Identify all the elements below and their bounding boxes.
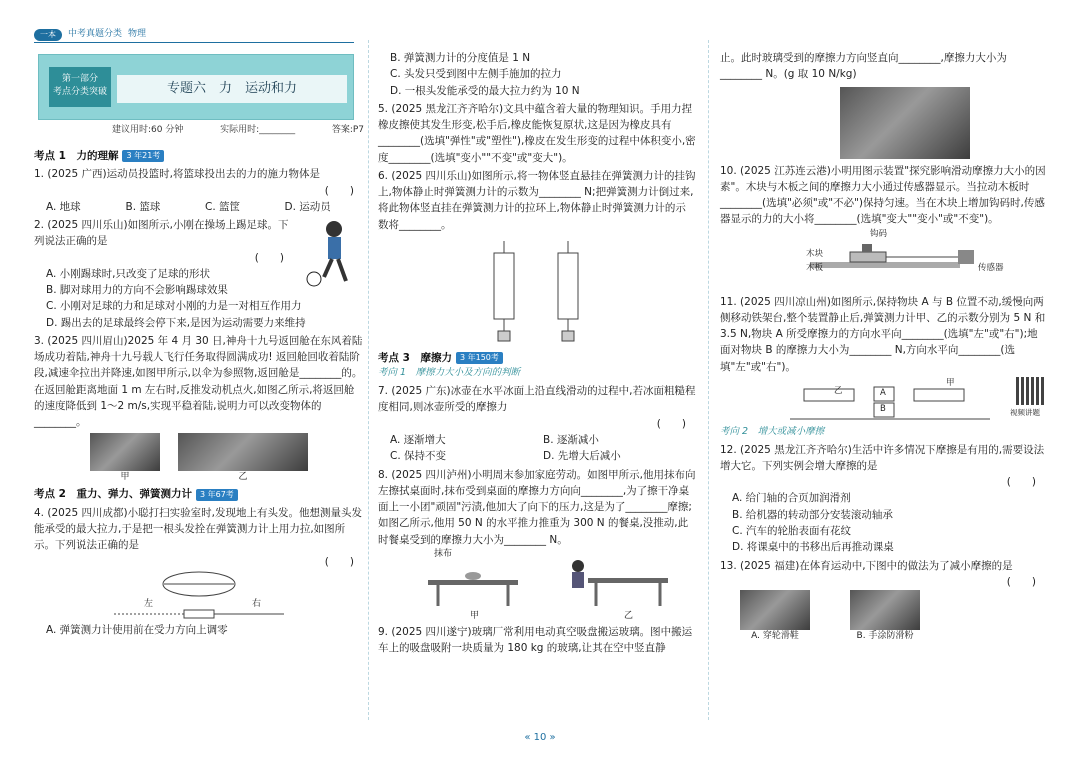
- hair-test-figure: [34, 570, 364, 622]
- frequency-tag: 3 年21考: [122, 150, 164, 162]
- column-divider: [708, 40, 709, 720]
- figure-caption: A. 穿轮滑鞋: [751, 631, 799, 642]
- roller-skate-photo: [740, 590, 810, 630]
- question-1: 1. (2025 广西)运动员投篮时,将篮球投出去的力的施力物体是: [34, 168, 320, 181]
- column-middle: [378, 50, 696, 656]
- answer-blank: ( ): [254, 251, 284, 264]
- question-9: 9. (2025 四川遂宁)玻璃厂常利用电动真空吸盘搬运玻璃。图中搬运车上的吸盘吸附一块质量为 180 kg 的玻璃,让其在空中竖直静: [378, 625, 693, 655]
- scale-label: 乙: [834, 385, 843, 396]
- soccer-player-figure: [302, 219, 358, 293]
- sensor-label: 传感器: [978, 262, 1004, 273]
- brand-logo: 一本: [34, 29, 62, 41]
- figure-caption: 甲: [120, 471, 130, 482]
- question-5: 5. (2025 黑龙江齐齐哈尔)文具中蕴含着大量的物理知识。手用力捏橡皮擦使其发生形变,松手后,橡皮能恢复原状,这是因为橡皮具有________(选填"弹性"或"塑性"),橡皮在发生形变的过程中体积变小,密度________(选填"变小""不变"或"变大")。: [378, 102, 696, 164]
- option-a: A. 弹簧测力计使用前在受力方向上调零: [46, 623, 228, 636]
- qr-caption: 视频讲题: [1010, 407, 1040, 417]
- parachute-photo: [90, 433, 160, 471]
- label-right: 右: [252, 598, 262, 609]
- label-left: 左: [144, 598, 154, 609]
- header-subject: 物理: [128, 29, 147, 39]
- part-label: 第一部分: [61, 74, 98, 84]
- figure-caption: 乙: [238, 471, 248, 482]
- figure-caption: 乙: [624, 610, 634, 621]
- section-heading: 考点 2 重力、弹力、弹簧测力计 3 年67考: [34, 486, 364, 502]
- block-b-label: B: [880, 403, 886, 414]
- column-right: [720, 50, 1046, 644]
- board-label: 木板: [806, 262, 824, 273]
- suggested-time: 建议用时:60 分钟: [112, 125, 184, 135]
- part-badge: [49, 67, 111, 107]
- subsection-heading: 考向 1 摩擦力大小及方向的判断: [378, 367, 521, 379]
- column-left: [34, 148, 364, 638]
- time-bar: [112, 124, 364, 138]
- question-8-figures: [378, 548, 696, 622]
- cloth-label: 抹布: [434, 548, 453, 559]
- block-label: 木块: [806, 248, 824, 259]
- question-4: 4. (2025 四川成都)小聪打扫实验室时,发现地上有头发。他想测量头发能承受的最大拉力,于是把一根头发拴在弹簧测力计上用力拉,如图所示。下列说法正确的是: [34, 506, 362, 552]
- section-heading: 考点 3 摩擦力 3 年150考: [378, 350, 696, 366]
- friction-apparatus-figure: [720, 228, 1046, 292]
- section-heading: 考点 1 力的理解 3 年21考: [34, 148, 364, 164]
- block-a-label: A: [880, 387, 886, 398]
- question-12: 12. (2025 黑龙江齐齐哈尔)生活中许多情况下摩擦是有用的,需要设法增大它。下列实例会增大摩擦的是: [720, 443, 1045, 472]
- answer-blank: ( ): [656, 417, 686, 430]
- header-divider: [34, 42, 354, 43]
- actual-time: 实际用时:________: [220, 125, 296, 135]
- figure-caption: B. 手涂防滑粉: [856, 631, 914, 642]
- page-number: « 10 »: [524, 732, 556, 743]
- question-3: 3. (2025 四川眉山)2025 年 4 月 30 日,神舟十九号返回舱在东风着陆场成功着陆,神舟十九号载人飞行任务取得圆满成功! 返回舱回收着陆阶段,减速伞拉出并降速,如图甲所示,以伞为参照物,返回舱是________的。在返回舱距离地面 1 m 左右时,反推发动机点火,如图乙所示,将返回舱的速度降低到 1～2 m/s,实现平稳着陆,说明力可以改变物体的________。: [34, 334, 363, 429]
- frequency-tag: 3 年67考: [196, 489, 238, 501]
- answer-ref: 答案:P7: [331, 125, 364, 135]
- chalk-hands-photo: [850, 590, 920, 630]
- answer-blank: ( ): [324, 555, 354, 568]
- question-11: 11. (2025 四川凉山州)如图所示,保持物块 A 与 B 位置不动,缓慢向两侧移动铁架台,整个装置静止后,弹簧测力计甲、乙的示数分别为 5 N 和 3.5 N,物块 A 所受摩擦力的方向水平向________(选填"左"或"右");地面对物块 B 的摩擦力大小为________ N,方向水平向________(选填"左"或"右")。: [720, 295, 1046, 373]
- scale-label: 甲: [946, 377, 955, 388]
- vacuum-lift-photo: [840, 87, 970, 159]
- answer-blank: ( ): [1006, 476, 1036, 489]
- header-category: 中考真题分类: [68, 29, 123, 39]
- options: A. 逐渐增大 B. 逐渐减小 C. 保持不变 D. 先增大后减小: [390, 433, 621, 463]
- question-11-figure: [720, 375, 1046, 425]
- question-10: 10. (2025 江苏连云港)小明用图示装置"探究影响滑动摩擦力大小的因素"。木块与木板之间的摩擦力大小通过传感器显示。当拉动木板时________(选填"必须"或"不必")保持匀速。当在木块上增加钩码时,传感器显示的力的大小将________(选填"变大""变小"或"不变")。: [720, 164, 1046, 226]
- weight-label: 钩码: [870, 228, 888, 239]
- qr-code[interactable]: [1016, 377, 1044, 405]
- chapter-title: 专题六 力 运动和力: [117, 75, 347, 103]
- options: A. 给门轴的合页加润滑剂 B. 给机器的转动部分安装滚动轴承 C. 汽车的轮胎表面有花纹 D. 将课桌中的书移出后再推动课桌: [732, 492, 894, 554]
- options: B. 弹簧测力计的分度值是 1 N C. 头发只受到图中左侧手施加的拉力 D. 一根头发能承受的最大拉力约为 10 N: [390, 52, 580, 97]
- frequency-tag: 3 年150考: [456, 352, 503, 364]
- question-6: 6. (2025 四川乐山)如图所示,将一物体竖直悬挂在弹簧测力计的挂钩上,物体静止时弹簧测力计的示数为________ N;把弹簧测力计倒过来,将此物体竖直挂在弹簧测力计的拉环上,物体静止时弹簧测力计的示数将________。: [378, 169, 696, 231]
- answer-blank: ( ): [1006, 575, 1036, 588]
- question-8: 8. (2025 四川泸州)小明周末参加家庭劳动。如图甲所示,他用抹布向左擦拭桌面时,抹布受到桌面的摩擦力方向向________,为了擦干净桌面上一小团"顽固"污渍,他加大了向下的压力,这是为了________摩擦;如图乙所示,他用 50 N 的水平推力推重为 300 N 的餐桌,没推动,此时餐桌受到的摩擦力大小为________ N。: [378, 468, 696, 546]
- page-header: [34, 28, 146, 42]
- column-divider: [368, 40, 369, 720]
- question-3-figures: [34, 433, 364, 485]
- question-2-block: [34, 217, 364, 331]
- question-13: 13. (2025 福建)在体育运动中,下图中的做法为了减小摩擦的是: [720, 559, 1013, 572]
- question-13-figures: [720, 590, 1046, 644]
- question-7: 7. (2025 广东)冰壶在水平冰面上沿直线滑动的过程中,若冰面粗糙程度相同,则冰壶所受的摩擦力: [378, 385, 696, 414]
- landing-photo: [178, 433, 308, 471]
- spring-scale-figure: [378, 233, 696, 345]
- options: A. 小刚踢球时,只改变了足球的形状 B. 脚对球用力的方向不会影响踢球效果 C. 小刚对足球的力和足球对小刚的力是一对相互作用力 D. 踢出去的足球最终会停下来,是因为运动需要力来维持: [46, 267, 306, 329]
- question-9-continued: 止。此时玻璃受到的摩擦力方向竖直向________,摩擦力大小为________ N。(g 取 10 N/kg): [720, 52, 1007, 81]
- figure-caption: 甲: [470, 610, 480, 621]
- chapter-banner: [38, 54, 354, 120]
- part-sublabel: 考点分类突破: [52, 87, 107, 97]
- answer-blank: ( ): [324, 184, 354, 197]
- subsection-heading: 考向 2 增大或减小摩擦: [720, 425, 825, 437]
- question-2: 2. (2025 四川乐山)如图所示,小刚在操场上踢足球。下列说法正确的是: [34, 219, 289, 248]
- options: A. 地球 B. 篮球 C. 篮筐 D. 运动员: [46, 200, 331, 213]
